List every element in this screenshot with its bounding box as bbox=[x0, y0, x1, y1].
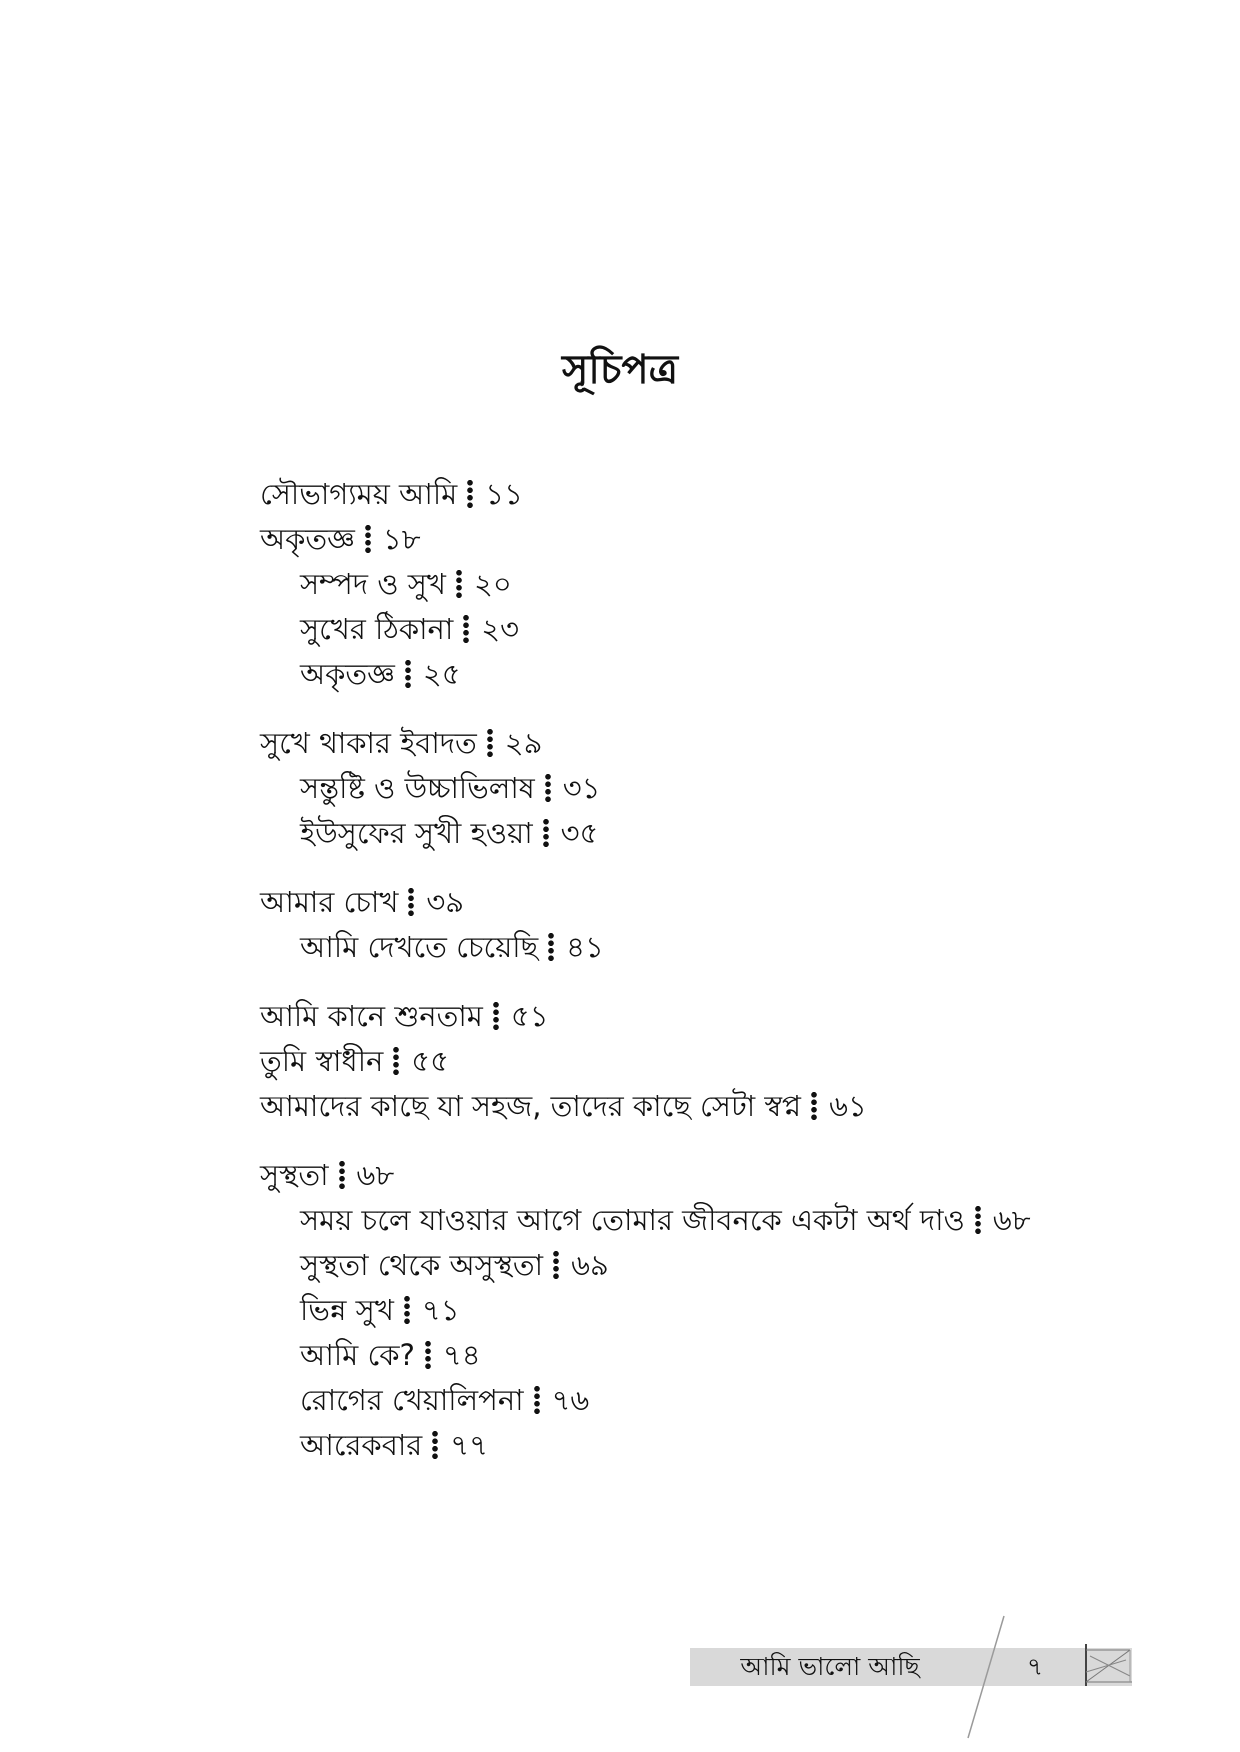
dotted-separator-icon bbox=[466, 479, 474, 509]
toc-entry-title: তুমি স্বাধীন bbox=[260, 1044, 384, 1078]
toc-entry-title: আমাদের কাছে যা সহজ, তাদের কাছে সেটা স্বপ্ন bbox=[260, 1089, 802, 1123]
toc-entry-title: আমার চোখ bbox=[260, 885, 399, 919]
footer-book-title: আমি ভালো আছি bbox=[740, 1652, 920, 1681]
toc-entry-page: ৫১ bbox=[510, 999, 549, 1033]
toc-entry-page: ৭৪ bbox=[442, 1338, 481, 1372]
toc-entry-page: ১১ bbox=[485, 477, 523, 511]
dotted-separator-icon bbox=[431, 1430, 439, 1460]
toc-group bbox=[260, 472, 1160, 697]
toc-subentry[interactable] bbox=[260, 925, 1160, 970]
toc-entry-page: ৬১ bbox=[829, 1089, 867, 1123]
toc-entry-title: রোগের খেয়ালিপনা bbox=[300, 1383, 524, 1417]
dotted-separator-icon bbox=[392, 1046, 400, 1076]
dotted-separator-icon bbox=[424, 1340, 432, 1370]
toc-entry-page: ২০ bbox=[473, 567, 512, 601]
toc-entry-page: ২৩ bbox=[481, 612, 519, 646]
toc-subentry[interactable] bbox=[260, 607, 1160, 652]
toc-entry-title: ইউসুফের সুখী হওয়া bbox=[300, 816, 533, 850]
toc-entry-page: ৭১ bbox=[421, 1293, 460, 1327]
dotted-separator-icon bbox=[364, 524, 372, 554]
toc-entry-title: অকৃতজ্ঞ bbox=[300, 657, 395, 691]
toc-entry-page: ৬৮ bbox=[356, 1158, 395, 1192]
toc-entry[interactable] bbox=[260, 472, 1160, 517]
dotted-separator-icon bbox=[974, 1205, 982, 1235]
dotted-separator-icon bbox=[462, 614, 470, 644]
dotted-separator-icon bbox=[533, 1385, 541, 1415]
toc-entry-title: আমি কে? bbox=[300, 1338, 415, 1372]
toc-subentry[interactable] bbox=[260, 1378, 1160, 1423]
dotted-separator-icon bbox=[544, 773, 552, 803]
toc-entry-title: সুখের ঠিকানা bbox=[300, 612, 454, 646]
toc-entry-page: ৭৭ bbox=[450, 1428, 488, 1462]
toc-entry-page: ৬৮ bbox=[992, 1203, 1031, 1237]
toc-subentry[interactable] bbox=[260, 1198, 1160, 1243]
toc-entry-page: ১৮ bbox=[382, 522, 421, 556]
toc-entry-page: ৩৫ bbox=[560, 816, 599, 850]
dotted-separator-icon bbox=[486, 728, 494, 758]
toc-subentry[interactable] bbox=[260, 766, 1160, 811]
toc-entry-page: ২৫ bbox=[422, 657, 461, 691]
toc-entry-page: ৩৯ bbox=[426, 885, 465, 919]
toc-entry-title: আমি দেখতে চেয়েছি bbox=[300, 930, 539, 964]
toc-entry-page: ৬৯ bbox=[571, 1248, 609, 1282]
toc-entry-title: ভিন্ন সুখ bbox=[300, 1293, 394, 1327]
page-title: সূচিপত্র bbox=[562, 347, 678, 393]
dotted-separator-icon bbox=[338, 1160, 346, 1190]
toc-group bbox=[260, 880, 1160, 970]
footer-ornament-icon bbox=[1082, 1642, 1134, 1688]
toc-entry[interactable] bbox=[260, 721, 1160, 766]
toc-entry-page: ৫৫ bbox=[411, 1044, 449, 1078]
toc-subentry[interactable] bbox=[260, 1423, 1160, 1468]
toc-subentry[interactable] bbox=[260, 562, 1160, 607]
toc-entry-title: অকৃতজ্ঞ bbox=[260, 522, 355, 556]
toc-entry-title: আমি কানে শুনতাম bbox=[260, 999, 483, 1033]
dotted-separator-icon bbox=[542, 818, 550, 848]
toc-entry[interactable] bbox=[260, 1039, 1160, 1084]
toc-entry-title: সুখে থাকার ইবাদত bbox=[260, 726, 477, 760]
toc-entry-title: সন্তুষ্টি ও উচ্চাভিলাষ bbox=[300, 771, 535, 805]
dotted-separator-icon bbox=[455, 569, 463, 599]
dotted-separator-icon bbox=[403, 1295, 411, 1325]
dotted-separator-icon bbox=[547, 932, 555, 962]
toc-subentry[interactable] bbox=[260, 811, 1160, 856]
dotted-separator-icon bbox=[492, 1001, 500, 1031]
toc-subentry[interactable] bbox=[260, 652, 1160, 697]
toc-group bbox=[260, 721, 1160, 856]
toc-subentry[interactable] bbox=[260, 1288, 1160, 1333]
toc-entry-page: ৭৬ bbox=[551, 1383, 590, 1417]
toc-entry-title: সুস্থতা bbox=[260, 1158, 329, 1192]
toc-entry-page: ২৯ bbox=[504, 726, 543, 760]
toc-group bbox=[260, 994, 1160, 1129]
toc-subentry[interactable] bbox=[260, 1333, 1160, 1378]
toc-entry[interactable] bbox=[260, 517, 1160, 562]
toc-entry-title: সৌভাগ্যময় আমি bbox=[260, 477, 458, 511]
toc-subentry[interactable] bbox=[260, 1243, 1160, 1288]
toc-entry[interactable] bbox=[260, 1084, 1160, 1129]
toc-entry[interactable] bbox=[260, 880, 1160, 925]
toc-entry-title: সুস্থতা থেকে অসুস্থতা bbox=[300, 1248, 544, 1282]
dotted-separator-icon bbox=[407, 887, 415, 917]
toc-entry[interactable] bbox=[260, 994, 1160, 1039]
toc-entry-page: ৩১ bbox=[562, 771, 601, 805]
dotted-separator-icon bbox=[810, 1091, 818, 1121]
toc-entry-page: ৪১ bbox=[566, 930, 604, 964]
dotted-separator-icon bbox=[404, 659, 412, 689]
toc-entry-title: সম্পদ ও সুখ bbox=[300, 567, 446, 601]
dotted-separator-icon bbox=[552, 1250, 560, 1280]
toc-group bbox=[260, 1153, 1160, 1468]
table-of-contents bbox=[260, 472, 1160, 1492]
toc-entry[interactable] bbox=[260, 1153, 1160, 1198]
toc-entry-title: আরেকবার bbox=[300, 1428, 423, 1462]
footer-page-number: ৭ bbox=[1026, 1652, 1044, 1681]
toc-entry-title: সময় চলে যাওয়ার আগে তোমার জীবনকে একটা অর্থ দাও bbox=[300, 1203, 965, 1237]
